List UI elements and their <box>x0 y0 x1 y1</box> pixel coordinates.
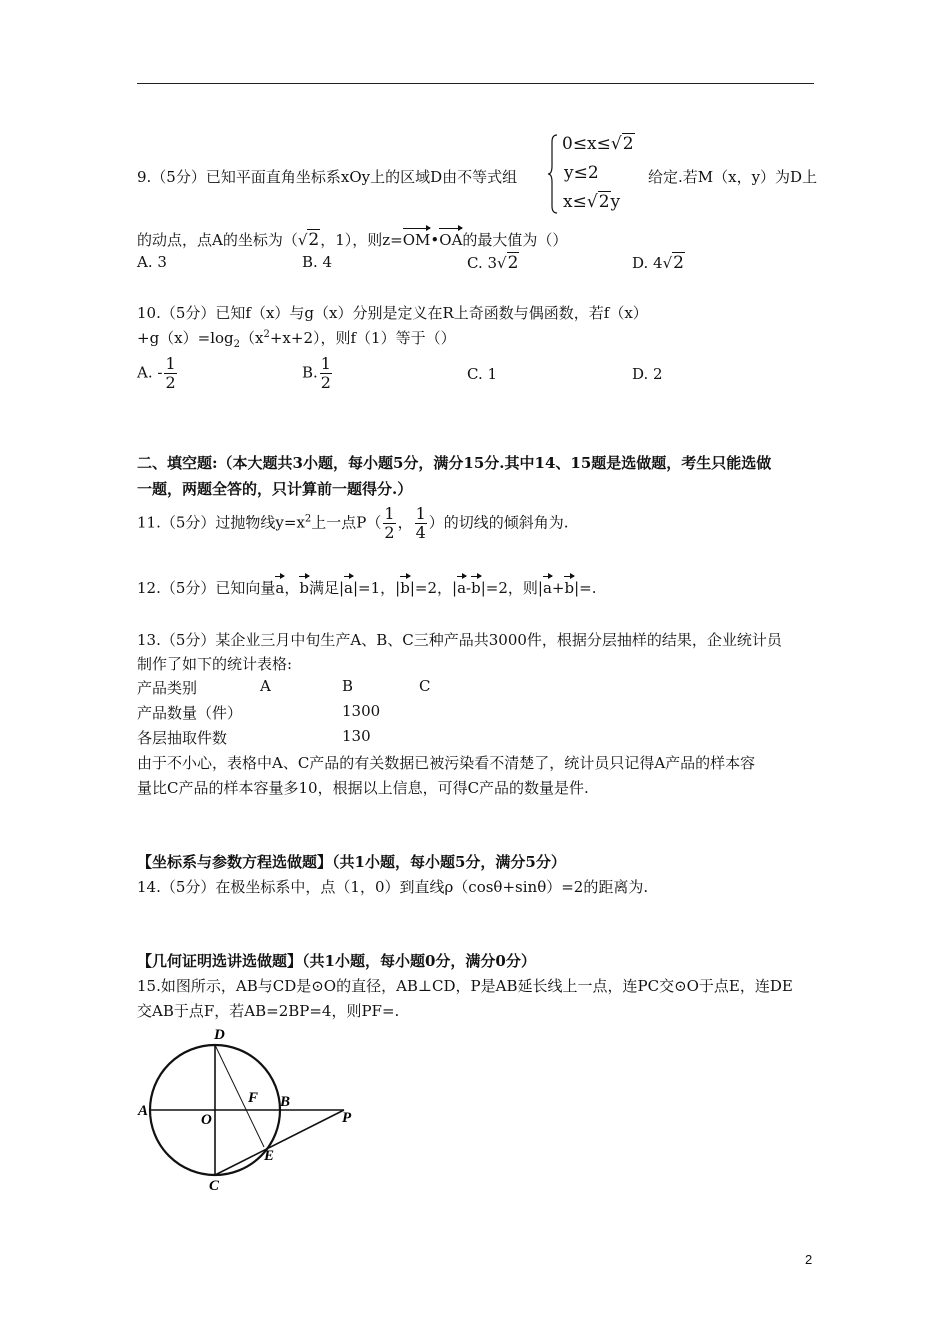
page-number: 2 <box>805 1252 813 1267</box>
table-row-sample-b: 130 <box>342 727 371 745</box>
q9-option-c: C. 3√2 <box>467 253 519 273</box>
q15-line2: 交AB于点F，若AB=2BP=4，则PF=. <box>137 1002 400 1020</box>
q14: 14.（5分）在极坐标系中，点（1，0）到直线ρ（cosθ+sinθ）=2的距离为. <box>137 878 649 896</box>
q10-line1: 10.（5分）已知f（x）与g（x）分别是定义在R上奇函数与偶函数，若f（x） <box>137 304 648 322</box>
q9-sys1: 0≤x≤√2 <box>562 134 634 154</box>
table-row-quantity-b: 1300 <box>342 702 381 720</box>
table-row-sample-label: 各层抽取件数 <box>137 729 228 747</box>
label-a: A <box>138 1103 149 1119</box>
q9-sys3: x≤√2y <box>563 192 621 212</box>
q9-option-d: D. 4√2 <box>632 253 684 273</box>
q9-option-a: A. 3 <box>137 253 167 271</box>
label-p: P <box>342 1110 352 1126</box>
q15-line1: 15.如图所示，AB与CD是⊙O的直径，AB⊥CD，P是AB延长线上一点，连PC交⊙O于点E，连DE <box>137 977 793 995</box>
q11: 11.（5分）过抛物线$y=x^2$上一点P（ $\frac{1}{2}$ ， $\frac{1}{4}$ ）的切线的倾斜角为. <box>137 504 569 542</box>
table-header-a: A <box>260 677 271 695</box>
table-header-b: B <box>342 677 354 695</box>
section-coordinate-heading: 【坐标系与参数方程选做题】（共1小题，每小题5分，满分5分） <box>137 853 566 871</box>
q9-option-b: B. 4 <box>302 253 333 271</box>
q13-line2: 制作了如下的统计表格: <box>137 655 293 673</box>
table-row-quantity-label: 产品数量（件） <box>137 704 243 722</box>
label-f: F <box>248 1090 259 1106</box>
q13-line4: 量比C产品的样本容量多10，根据以上信息，可得C产品的数量是件. <box>137 779 589 797</box>
q9-sys2: y≤2 <box>564 163 599 183</box>
system-brace-icon <box>548 134 558 214</box>
section2-heading-line1: 二、填空题:（本大题共3小题，每小题5分，满分15分.其中14、15题是选做题，考生只能选做 <box>137 454 772 472</box>
section-geometry-heading: 【几何证明选讲选做题】（共1小题，每小题0分，满分0分） <box>137 952 536 970</box>
q10-option-b: B. $\frac{1}{2}$ <box>302 354 331 392</box>
q10-line2: $+g(x)=\log_2(x^2+x+2)$，则f（1）等于（） <box>137 329 456 350</box>
label-d: D <box>214 1027 225 1043</box>
q9-line1b: 给定.若M（x，y）为D上 <box>648 168 818 186</box>
table-header-category: 产品类别 <box>137 679 198 697</box>
section2-heading-line2: 一题，两题全答的，只计算前一题得分.） <box>137 480 413 498</box>
q9-line2: 的动点，点A的坐标为（√2，1），则z=OM•OA的最大值为（） <box>137 227 567 250</box>
label-e: E <box>264 1148 275 1164</box>
q10-option-d: D. 2 <box>632 365 663 383</box>
header-rule <box>137 83 814 84</box>
q12: 12.（5分）已知向量a，b满足|a|=1，|b|=2，|a-b|=2，则|a+b|=. <box>137 575 596 598</box>
q10-option-c: C. 1 <box>467 365 498 383</box>
geometry-figure <box>130 1025 370 1195</box>
label-b: B <box>280 1094 291 1110</box>
table-header-c: C <box>419 677 431 695</box>
q13-line1: 13.（5分）某企业三月中旬生产A、B、C三种产品共3000件，根据分层抽样的结果，企业统计员 <box>137 631 782 649</box>
q10-option-a: A. - $\frac{1}{2}$ <box>137 354 176 392</box>
q13-line3: 由于不小心，表格中A、C产品的有关数据已被污染看不清楚了，统计员只记得A产品的样本容 <box>137 754 756 772</box>
label-c: C <box>209 1178 220 1194</box>
q9-line1a: 9.（5分）已知平面直角坐标系xOy上的区域D由不等式组 <box>137 168 518 186</box>
label-o: O <box>201 1112 212 1128</box>
